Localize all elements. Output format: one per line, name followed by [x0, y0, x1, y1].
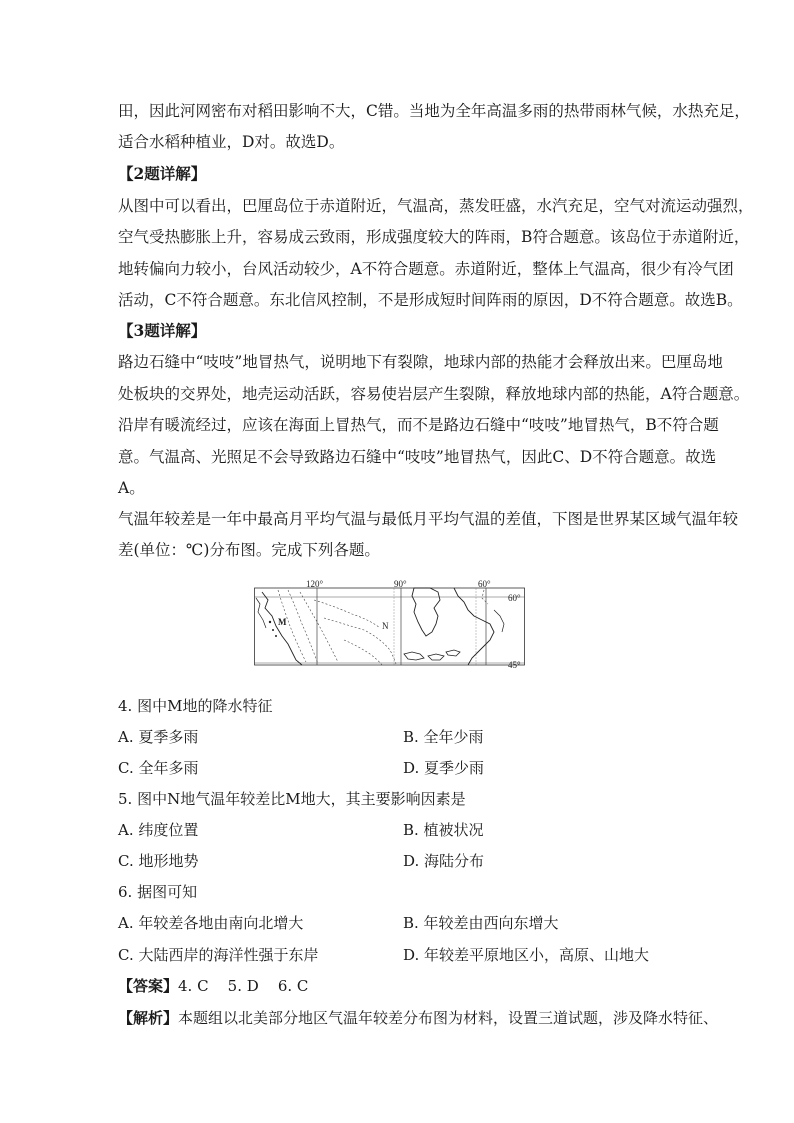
lat-label: 60°: [508, 593, 521, 603]
point-label-m: M: [278, 617, 287, 627]
answer-label: 【答案】: [118, 977, 179, 995]
hudson-bay: [412, 588, 440, 636]
text-line: 沿岸有暖流经过，应该在海面上冒热气，而不是路边石缝中“吱吱”地冒热气，B不符合题: [118, 416, 719, 434]
text-line: 活动，C不符合题意。东北信风控制，不是形成短时间阵雨的原因，D不符合题意。故选B。: [118, 291, 743, 309]
text-line: 路边石缝中“吱吱”地冒热气，说明地下有裂隙，地球内部的热能才会释放出来。巴厘岛地: [118, 353, 723, 371]
question-stem: 6. 据图可知: [118, 883, 198, 901]
answer-text: 4. C 5. D 6. C: [178, 977, 309, 995]
option: A. 夏季多雨: [118, 728, 199, 746]
text-line: 适合水稻种植业，D对。故选D。: [118, 133, 345, 151]
great-lakes: [404, 652, 424, 660]
question-stem: 5. 图中N地气温年较差比M地大，其主要影响因素是: [118, 790, 466, 808]
analysis-label: 【解析】: [118, 1009, 179, 1027]
option: D. 夏季少雨: [403, 759, 485, 777]
analysis-text: 本题组以北美部分地区气温年较差分布图为材料，设置三道试题，涉及降水特征、: [178, 1009, 719, 1027]
option: A. 年较差各地由南向北增大: [118, 914, 304, 932]
lat-label: 45°: [508, 660, 521, 670]
option: A. 纬度位置: [118, 821, 199, 839]
point-label-n: N: [382, 621, 389, 631]
text-line: 差(单位：℃)分布图。完成下列各题。: [118, 541, 380, 559]
option: B. 年较差由西向东增大: [403, 914, 559, 932]
option: D. 海陆分布: [403, 852, 485, 870]
text-line: 意。气温高、光照足不会导致路边石缝中“吱吱”地冒热气，因此C、D不符合题意。故选: [118, 448, 717, 466]
text-line: 空气受热膨胀上升，容易成云致雨，形成强度较大的阵雨，B符合题意。该岛位于赤道附近，: [118, 228, 750, 246]
text-line: 处板块的交界处，地壳运动活跃，容易使岩层产生裂隙，释放地球内部的热能，A符合题意。: [118, 385, 750, 403]
text-line: 田，因此河网密布对稻田影响不大，C错。当地为全年高温多雨的热带雨林气候，水热充足，: [118, 102, 750, 120]
text-line: A。: [118, 479, 145, 497]
option: D. 年较差平原地区小，高原、山地大: [403, 946, 650, 964]
analysis-line: [118, 1008, 718, 1028]
lon-label: 120°: [306, 580, 324, 589]
text-line: 从图中可以看出，巴厘岛位于赤道附近，气温高，蒸发旺盛，水汽充足，空气对流运动强烈，: [118, 197, 754, 215]
answer-line: [118, 976, 308, 996]
lon-label: 60°: [478, 580, 491, 589]
text-line: 地转偏向力较小，台风活动较少，A不符合题意。赤道附近，整体上气温高，很少有冷气团: [118, 260, 734, 278]
lon-label: 90°: [394, 580, 407, 589]
option: C. 大陆西岸的海洋性强于东岸: [118, 946, 319, 964]
option: C. 全年多雨: [118, 759, 199, 777]
section-heading: 【2题详解】: [118, 164, 207, 183]
option: C. 地形地势: [118, 852, 199, 870]
map-frame: [255, 588, 525, 665]
option: B. 植被状况: [403, 821, 484, 839]
question-stem: 4. 图中M地的降水特征: [118, 697, 273, 715]
section-heading: 【3题详解】: [118, 321, 207, 340]
text-line: 气温年较差是一年中最高月平均气温与最低月平均气温的差值，下图是世界某区域气温年较: [118, 510, 739, 528]
east-coastline: [454, 588, 494, 665]
temperature-range-map: [254, 580, 526, 670]
option: B. 全年少雨: [403, 728, 484, 746]
